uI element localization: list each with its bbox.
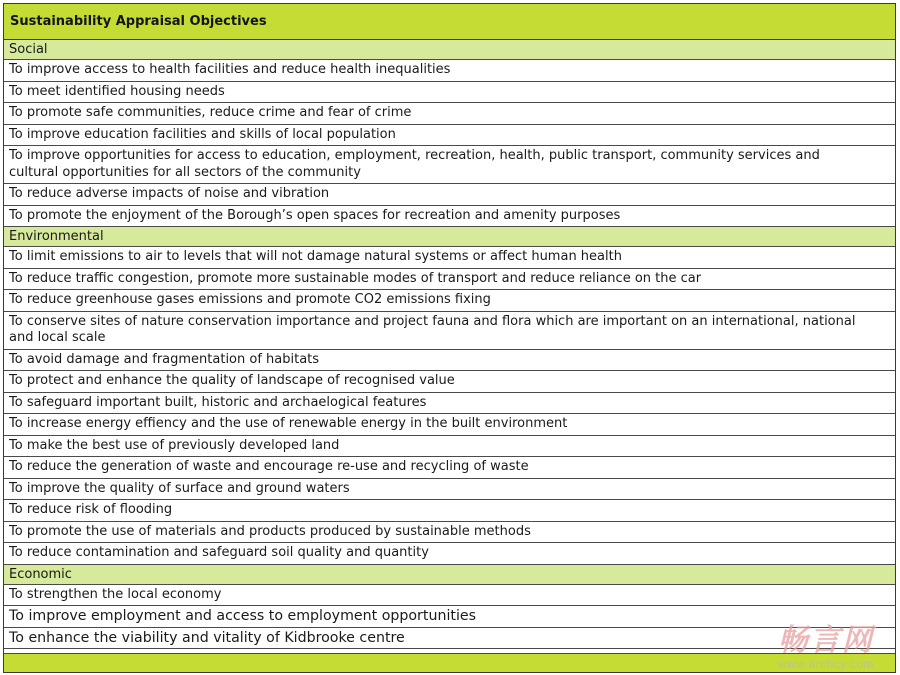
table-row: To reduce risk of flooding (4, 500, 895, 522)
table-row: To increase energy effiency and the use of renewable energy in the built environment (4, 414, 895, 436)
table-title: Sustainability Appraisal Objectives (4, 4, 895, 40)
section-economic: Economic (4, 565, 895, 585)
table-row: To improve employment and access to employment opportunities (4, 606, 895, 628)
table-row: To promote the enjoyment of the Borough’s open spaces for recreation and amenity purposes (4, 206, 895, 228)
table-row: To safeguard important built, historic and archaelogical features (4, 393, 895, 415)
table-row: To limit emissions to air to levels that will not damage natural systems or affect human health (4, 247, 895, 269)
table-row: To make the best use of previously developed land (4, 436, 895, 458)
watermark-logo: 畅言网 (777, 623, 874, 658)
section-environmental: Environmental (4, 227, 895, 247)
table-row: To conserve sites of nature conservation importance and project fauna and flora which are important on an international, national and local scale (4, 312, 895, 350)
table-row: To reduce the generation of waste and encourage re-use and recycling of waste (4, 457, 895, 479)
objectives-table (3, 3, 896, 673)
table-row: To enhance the viability and vitality of Kidbrooke centre (4, 628, 895, 650)
table-row: To meet identified housing needs (4, 82, 895, 104)
table-row: To protect and enhance the quality of landscape of recognised value (4, 371, 895, 393)
table-row: To reduce adverse impacts of noise and vibration (4, 184, 895, 206)
table-row: To improve opportunities for access to education, employment, recreation, health, public transport, community services and cultural opportunities for all sectors of the community (4, 146, 895, 184)
watermark (778, 625, 874, 671)
table-row: To promote the use of materials and products produced by sustainable methods (4, 522, 895, 544)
table-footer-bar (4, 653, 895, 672)
table-row: To promote safe communities, reduce crime and fear of crime (4, 103, 895, 125)
watermark-url: www.archcy.com (777, 657, 874, 671)
table-row: To strengthen the local economy (4, 585, 895, 607)
section-social: Social (4, 40, 895, 60)
table-row: To avoid damage and fragmentation of habitats (4, 350, 895, 372)
table-row: To reduce greenhouse gases emissions and promote CO2 emissions fixing (4, 290, 895, 312)
table-row: To reduce traffic congestion, promote more sustainable modes of transport and reduce reliance on the car (4, 269, 895, 291)
table-row: To improve the quality of surface and ground waters (4, 479, 895, 501)
table-row: To reduce contamination and safeguard soil quality and quantity (4, 543, 895, 565)
table-row: To improve access to health facilities and reduce health inequalities (4, 60, 895, 82)
table-row: To improve education facilities and skills of local population (4, 125, 895, 147)
